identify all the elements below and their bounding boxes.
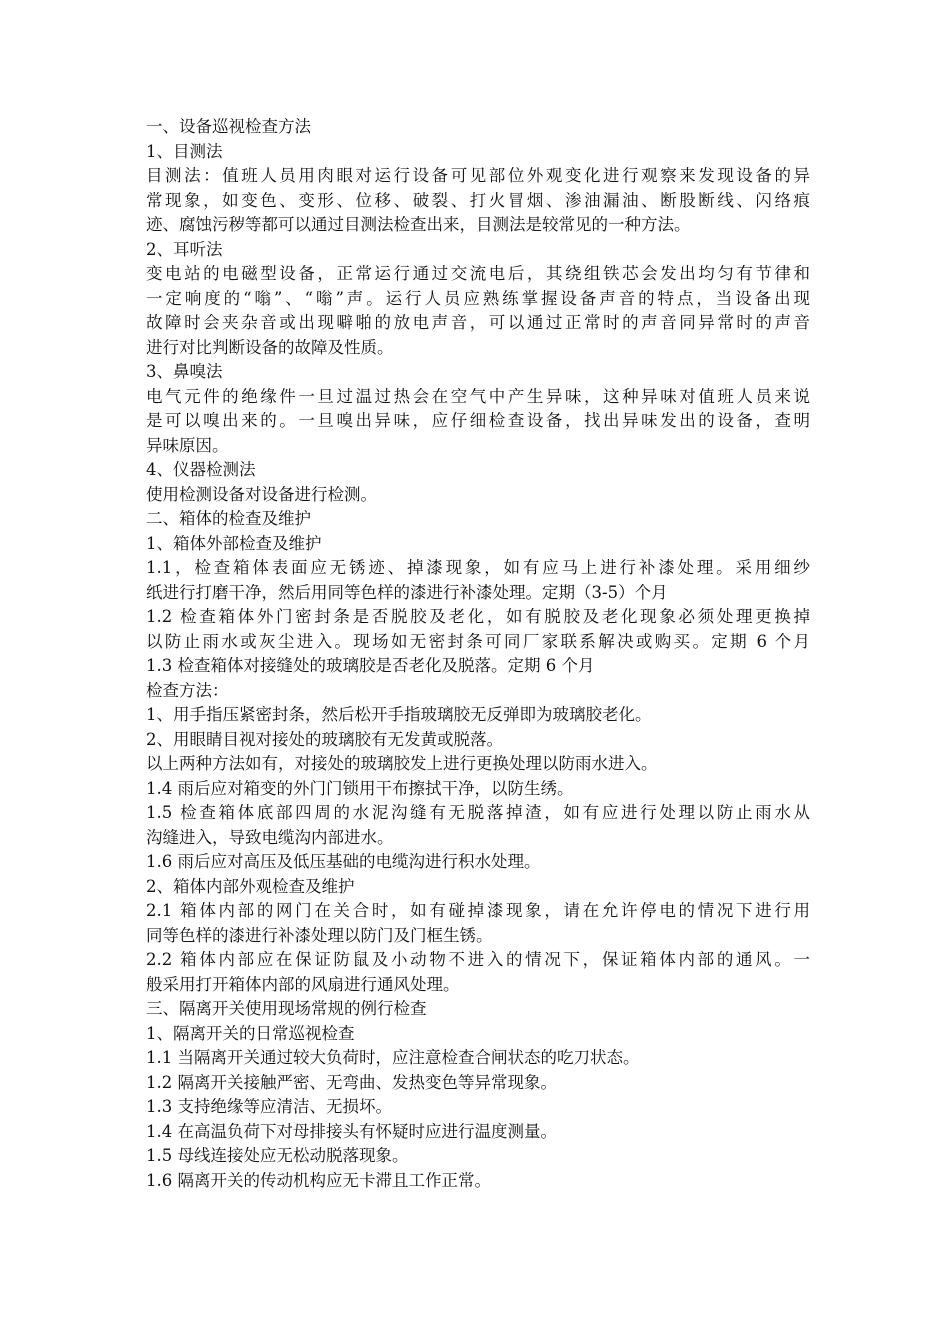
text-line: 1.6 隔离开关的传动机构应无卡滞且工作正常。	[146, 1170, 491, 1190]
text-line: 1.2 隔离开关接触严密、无弯曲、发热变色等异常现象。	[146, 1072, 557, 1092]
text-line: 1.2 检查箱体外门密封条是否脱胶及老化，如有脱胶及老化现象必须处理更换掉	[146, 607, 810, 626]
text-line: 使用检测设备对设备进行检测。	[146, 484, 377, 504]
text-line: 1、隔离开关的日常巡视检查	[146, 1023, 355, 1043]
text-line: 进行对比判断设备的故障及性质。	[146, 337, 394, 357]
text-line: 同等色样的漆进行补漆处理以防门及门框生锈。	[146, 925, 493, 945]
text-line: 迹、腐蚀污秽等都可以通过目测法检查出来，目测法是较常见的一种方法。	[146, 215, 691, 234]
text-line: 1、目测法	[146, 141, 223, 161]
text-line: 1.6 雨后应对高压及低压基础的电缆沟进行积水处理。	[146, 852, 541, 871]
text-line: 般采用打开箱体内部的风扇进行通风处理。	[146, 974, 460, 994]
text-line: 沟缝进入，导致电缆沟内部进水。	[146, 827, 394, 847]
text-line: 二、箱体的检查及维护	[146, 509, 311, 528]
text-line: 3、鼻嗅法	[146, 362, 223, 381]
text-line: 1.5 母线连接处应无松动脱落现象。	[146, 1146, 409, 1165]
text-line: 检查方法：	[146, 680, 229, 700]
text-line: 1.4 雨后应对箱变的外门门锁用干布擦拭干净，以防生绣。	[146, 778, 574, 798]
text-line: 目测法：值班人员用肉眼对运行设备可见部位外观变化进行观察来发现设备的异	[146, 166, 810, 185]
text-line: 以上两种方法如有，对接处的玻璃胶发上进行更换处理以防雨水进入。	[146, 754, 658, 773]
text-line: 是可以嗅出来的。一旦嗅出异味，应仔细检查设备，找出异味发出的设备，查明	[146, 411, 810, 430]
text-line: 异味原因。	[146, 435, 229, 455]
text-line: 常现象，如变色、变形、位移、破裂、打火冒烟、渗油漏油、断股断线、闪络痕	[146, 190, 810, 210]
text-line: 一、设备巡视检查方法	[146, 117, 311, 136]
text-line: 1、用手指压紧密封条，然后松开手指玻璃胶无反弹即为玻璃胶老化。	[146, 705, 652, 724]
text-line: 三、隔离开关使用现场常规的例行检查	[146, 999, 427, 1018]
text-line: 1.3 支持绝缘等应清洁、无损坏。	[146, 1097, 392, 1116]
text-line: 1.5 检查箱体底部四周的水泥沟缝有无脱落掉渣，如有应进行处理以防止雨水从	[146, 803, 810, 822]
text-line: 2、用眼睛目视对接处的玻璃胶有无发黄或脱落。	[146, 729, 503, 749]
text-line: 以防止雨水或灰尘进入。现场如无密封条可同厂家联系解决或购买。定期 6 个月	[146, 631, 810, 651]
text-line: 2.1 箱体内部的网门在关合时，如有碰掉漆现象，请在允许停电的情况下进行用	[146, 901, 810, 920]
text-line: 一定响度的“嗡”、“嗡”声。运行人员应熟练掌握设备声音的特点，当设备出现	[146, 288, 810, 308]
text-line: 1.3 检查箱体对接缝处的玻璃胶是否老化及脱落。定期 6 个月	[146, 656, 595, 675]
text-line: 1.4 在高温负荷下对母排接头有怀疑时应进行温度测量。	[146, 1121, 557, 1141]
text-line: 纸进行打磨干净，然后用同等色样的漆进行补漆处理。定期（3-5）个月	[146, 582, 668, 602]
text-line: 1.1 当隔离开关通过较大负荷时，应注意检查合闸状态的吃刀状态。	[146, 1048, 640, 1067]
text-line: 1、箱体外部检查及维护	[146, 533, 322, 553]
document-body	[146, 115, 810, 1193]
text-line: 2、耳听法	[146, 239, 223, 259]
text-line: 2、箱体内部外观检查及维护	[146, 876, 355, 896]
text-line: 故障时会夹杂音或出现噼啪的放电声音，可以通过正常时的声音同异常时的声音	[146, 313, 810, 332]
text-line: 2.2 箱体内部应在保证防鼠及小动物不进入的情况下，保证箱体内部的通风。一	[146, 950, 810, 969]
text-line: 电气元件的绝缘件一旦过温过热会在空气中产生异味，这种异味对值班人员来说	[146, 386, 810, 406]
text-line: 1.1，检查箱体表面应无锈迹、掉漆现象，如有应马上进行补漆处理。采用细纱	[146, 558, 810, 577]
text-line: 变电站的电磁型设备，正常运行通过交流电后，其绕组铁芯会发出均匀有节律和	[146, 264, 810, 283]
text-line: 4、仪器检测法	[146, 460, 256, 479]
